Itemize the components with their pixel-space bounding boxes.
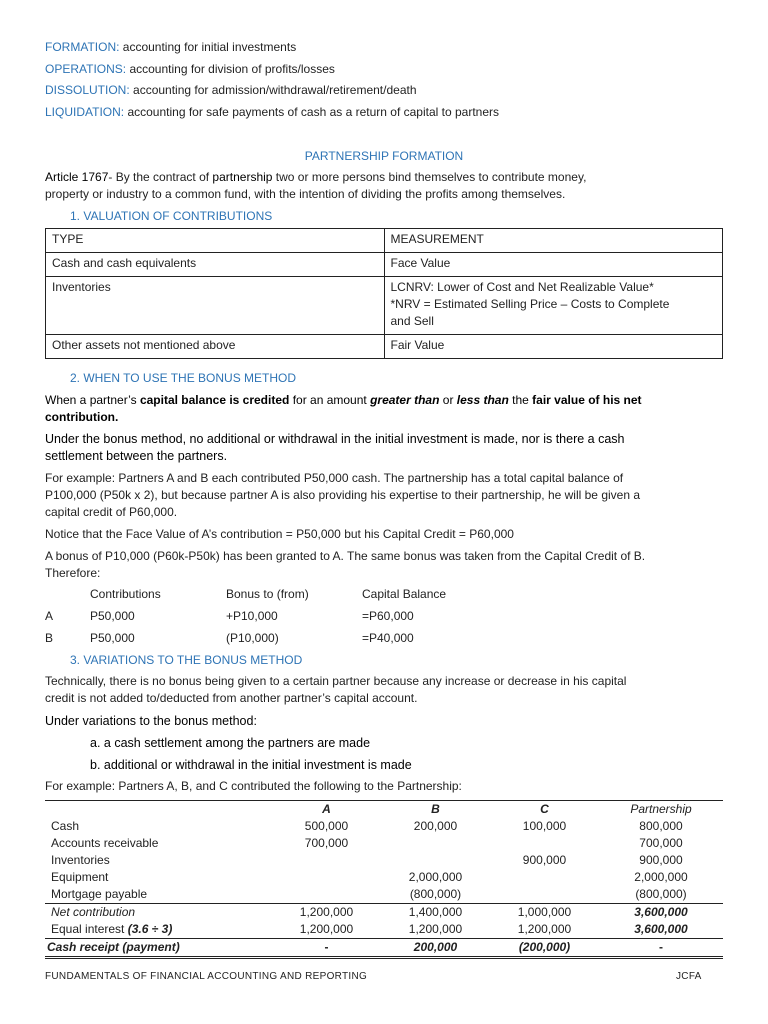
footer-title: FUNDAMENTALS OF FINANCIAL ACCOUNTING AND REPORTING	[45, 971, 368, 982]
intro-liquidation: LIQUIDATION: accounting for safe payments of cash as a return of capital to partners	[45, 105, 499, 119]
bonus-p3-line3: capital credit of P60,000.	[45, 505, 178, 519]
bonus-p1-line1: When a partner’s capital balance is credited for an amount greater than or less than the fair value of his net	[45, 393, 642, 407]
article-line-2: property or industry to a common fund, with the intention of dividing the profits among themselves.	[45, 187, 566, 201]
bonus-p5-line2: Therefore:	[45, 566, 101, 580]
table-row-equal-interest: Equal interest (3.6 ÷ 3) 1,200,000 1,200,000 1,200,000 3,600,000	[51, 922, 688, 936]
footer-initials: JCFA	[676, 971, 702, 982]
heading-valuation: 1. VALUATION OF CONTRIBUTIONS	[70, 209, 273, 223]
table-row: Equipment 2,000,000 2,000,000	[51, 870, 688, 884]
variations-p2: Under variations to the bonus method:	[45, 714, 257, 728]
section-title: PARTNERSHIP FORMATION	[304, 149, 464, 163]
table-row-net-contribution: Net contribution 1,200,000 1,400,000 1,000,000 3,600,000	[45, 904, 723, 922]
variations-p1-line1: Technically, there is no bonus being given to a certain partner because any increase or decrease in his capital	[45, 674, 627, 688]
bonus-p3-line1: For example: Partners A and B each contributed P50,000 cash. The partnership has a total capital balance of	[45, 471, 624, 485]
table-row: Inventories LCNRV: Lower of Cost and Net Realizable Value* *NRV = Estimated Selling Price – Costs to Complete and Sell	[46, 277, 723, 335]
valuation-table	[45, 228, 723, 359]
heading-variations: 3. VARIATIONS TO THE BONUS METHOD	[70, 653, 303, 667]
intro-operations: OPERATIONS: accounting for division of profits/losses	[45, 62, 335, 76]
table-header-row: A B C Partnership	[322, 802, 692, 816]
variations-p1-line2: credit is not added to/deducted from another partner’s capital account.	[45, 691, 418, 705]
variations-item-b: b. additional or withdrawal in the initial investment is made	[90, 758, 412, 772]
table-row: Cash 500,000 200,000 100,000 800,000	[51, 819, 683, 833]
table-row: Accounts receivable 700,000 700,000	[51, 836, 683, 850]
variations-p3: For example: Partners A, B, and C contributed the following to the Partnership:	[45, 779, 462, 793]
bonus-p5-line1: A bonus of P10,000 (P60k-P50k) has been granted to A. The same bonus was taken from the Capital Credit of B.	[45, 549, 646, 563]
bonus-p2-line2: settlement between the partners.	[45, 449, 228, 463]
variations-item-a: a. a cash settlement among the partners are made	[90, 736, 371, 750]
table-row: Cash and cash equivalents Face Value	[46, 253, 723, 277]
table-row: Other assets not mentioned above Fair Value	[46, 335, 723, 359]
bonus-p3-line2: P100,000 (P50k x 2), but because partner A is also providing his expertise to their partnership, he will be given a	[45, 488, 641, 502]
article-line-1: Article 1767- By the contract of partnership two or more persons bind themselves to contribute money,	[45, 170, 587, 184]
bonus-p4: Notice that the Face Value of A’s contribution = P50,000 but his Capital Credit = P60,000	[45, 527, 514, 541]
intro-dissolution: DISSOLUTION: accounting for admission/withdrawal/retirement/death	[45, 83, 417, 97]
table-row: Mortgage payable (800,000) (800,000)	[51, 887, 687, 901]
table-row: Inventories 900,000 900,000	[51, 853, 683, 867]
intro-formation: FORMATION: accounting for initial investments	[45, 40, 297, 54]
contribution-table	[45, 800, 723, 959]
table-header-row: TYPE MEASUREMENT	[46, 229, 723, 253]
bonus-p1-line2: contribution.	[45, 410, 119, 424]
table-row-cash-receipt: Cash receipt (payment) - 200,000 (200,000) -	[45, 939, 723, 958]
bonus-p2-line1: Under the bonus method, no additional or withdrawal in the initial investment is made, nor is there a cash	[45, 432, 625, 446]
heading-bonus-method: 2. WHEN TO USE THE BONUS METHOD	[70, 371, 297, 385]
